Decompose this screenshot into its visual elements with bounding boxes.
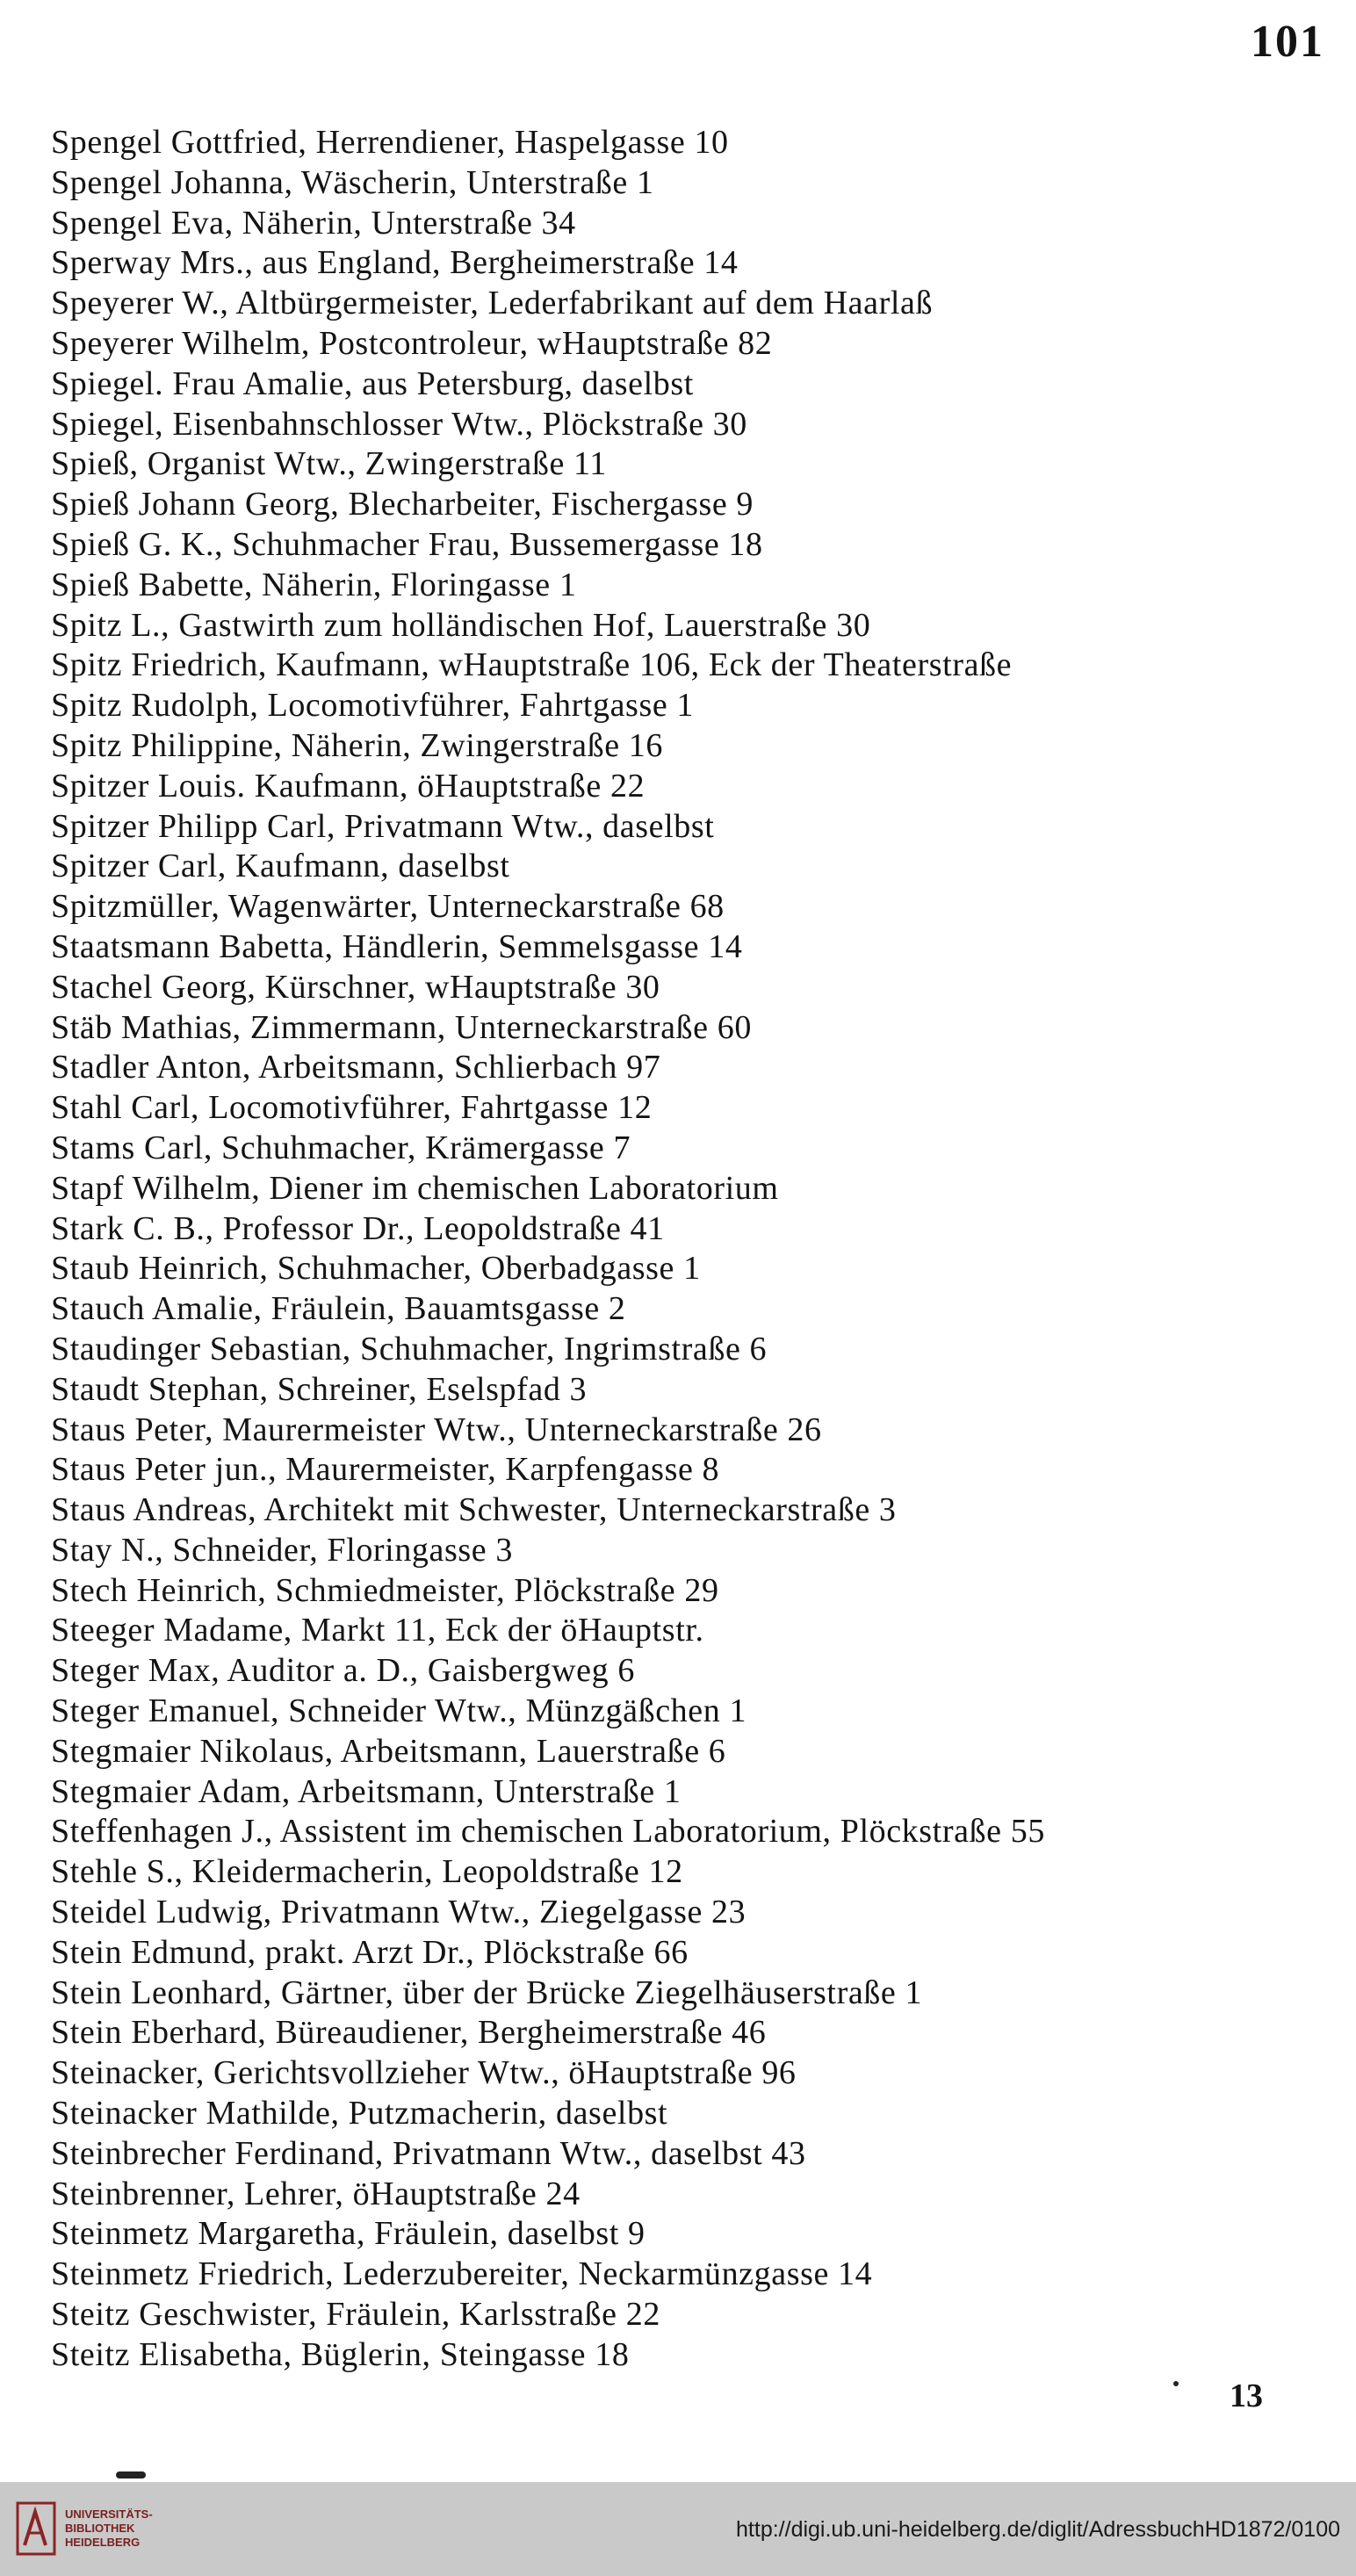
- directory-entry: Steinacker, Gerichtsvollzieher Wtw., öHauptstraße 96: [51, 2054, 797, 2092]
- directory-entry: Steinbrenner, Lehrer, öHauptstraße 24: [51, 2175, 581, 2212]
- directory-entry: Stegmaier Nikolaus, Arbeitsmann, Lauerstraße 6: [51, 1732, 726, 1770]
- directory-entry: Steinbrecher Ferdinand, Privatmann Wtw., daselbst 43: [51, 2134, 806, 2172]
- directory-entry: Steinacker Mathilde, Putzmacherin, daselbst: [51, 2095, 668, 2132]
- library-logo[interactable]: [16, 2501, 153, 2556]
- directory-entry: Spiegel, Eisenbahnschlosser Wtw., Plöckstraße 30: [51, 405, 747, 443]
- directory-entry: Spieß G. K., Schuhmacher Frau, Bussemergasse 18: [51, 525, 763, 563]
- directory-entry: Stadler Anton, Arbeitsmann, Schlierbach 97: [51, 1049, 661, 1086]
- library-name-line: UNIVERSITÄTS-: [65, 2507, 153, 2521]
- print-mark: [116, 2471, 146, 2479]
- library-name-line: BIBLIOTHEK: [65, 2522, 135, 2535]
- directory-entry: Steinmetz Friedrich, Lederzubereiter, Neckarmünzgasse 14: [51, 2255, 873, 2293]
- directory-entry: Stark C. B., Professor Dr., Leopoldstraße 41: [51, 1209, 665, 1247]
- directory-entry: Stams Carl, Schuhmacher, Krämergasse 7: [51, 1129, 631, 1166]
- directory-entry: Stech Heinrich, Schmiedmeister, Plöckstraße 29: [51, 1571, 719, 1609]
- directory-entry: Staatsmann Babetta, Händlerin, Semmelsgasse 14: [51, 927, 743, 965]
- directory-entry: Stehle S., Kleidermacherin, Leopoldstraße 12: [51, 1853, 683, 1891]
- directory-entry: Spengel Gottfried, Herrendiener, Haspelgasse 10: [51, 124, 729, 161]
- directory-entry: Stegmaier Adam, Arbeitsmann, Unterstraße 1: [51, 1772, 682, 1810]
- directory-entry: Stein Leonhard, Gärtner, über der Brücke Ziegelhäuserstraße 1: [51, 1973, 923, 2011]
- directory-entry: Spitzer Philipp Carl, Privatmann Wtw., daselbst: [51, 807, 715, 845]
- sheet-number: 13: [1230, 2378, 1263, 2414]
- directory-entry: Spitzmüller, Wagenwärter, Unterneckarstraße 68: [51, 888, 725, 926]
- directory-entry: Staub Heinrich, Schuhmacher, Oberbadgasse 1: [51, 1250, 701, 1288]
- directory-entry: Stauch Amalie, Fräulein, Bauamtsgasse 2: [51, 1290, 626, 1328]
- directory-entry: Steitz Geschwister, Fräulein, Karlsstraße 22: [51, 2296, 660, 2334]
- directory-entry: Staudt Stephan, Schreiner, Eselspfad 3: [51, 1370, 588, 1408]
- library-seal-icon: [16, 2501, 56, 2556]
- directory-entry: Speyerer W., Altbürgermeister, Lederfabrikant auf dem Haarlaß: [51, 285, 934, 322]
- directory-entry: Spengel Eva, Näherin, Unterstraße 34: [51, 204, 576, 242]
- directory-entry: Staus Andreas, Architekt mit Schwester, Unterneckarstraße 3: [51, 1491, 897, 1529]
- directory-entry: Staus Peter jun., Maurermeister, Karpfengasse 8: [51, 1451, 720, 1489]
- directory-entries: [51, 123, 1316, 2376]
- directory-entry: Stein Eberhard, Büreaudiener, Bergheimerstraße 46: [51, 2014, 767, 2052]
- viewer-footer: [0, 2482, 1356, 2576]
- directory-entry: Staudinger Sebastian, Schuhmacher, Ingrimstraße 6: [51, 1330, 768, 1367]
- directory-entry: Stay N., Schneider, Floringasse 3: [51, 1531, 513, 1569]
- directory-entry: Spitz Philippine, Näherin, Zwingerstraße 16: [51, 726, 663, 764]
- library-name: [65, 2507, 153, 2550]
- directory-entry: Spieß Johann Georg, Blecharbeiter, Fischergasse 9: [51, 486, 754, 523]
- directory-entry: Stahl Carl, Locomotivführer, Fahrtgasse 12: [51, 1089, 653, 1127]
- directory-entry: Stachel Georg, Kürschner, wHauptstraße 30: [51, 968, 660, 1006]
- directory-entry: Steinmetz Margaretha, Fräulein, daselbst 9: [51, 2215, 646, 2253]
- directory-entry: Steitz Elisabetha, Büglerin, Steingasse 18: [51, 2335, 630, 2373]
- directory-entry: Spieß, Organist Wtw., Zwingerstraße 11: [51, 445, 607, 483]
- directory-entry: Spitzer Louis. Kaufmann, öHauptstraße 22: [51, 767, 646, 805]
- directory-entry: Spitz Friedrich, Kaufmann, wHauptstraße 106, Eck der Theaterstraße: [51, 646, 1013, 684]
- directory-entry: Speyerer Wilhelm, Postcontroleur, wHauptstraße 82: [51, 324, 773, 362]
- directory-entry: Steeger Madame, Markt 11, Eck der öHauptstr.: [51, 1612, 704, 1649]
- page-number: 101: [1251, 17, 1324, 67]
- print-speck: [1173, 2381, 1179, 2386]
- directory-entry: Spitz L., Gastwirth zum holländischen Hof, Lauerstraße 30: [51, 606, 871, 644]
- directory-entry: Stapf Wilhelm, Diener im chemischen Laboratorium: [51, 1169, 779, 1207]
- permalink-url[interactable]: http://digi.ub.uni-heidelberg.de/diglit/AdressbuchHD1872/0100: [736, 2517, 1340, 2542]
- directory-entry: Spiegel. Frau Amalie, aus Petersburg, daselbst: [51, 364, 694, 402]
- directory-entry: Sperway Mrs., aus England, Bergheimerstraße 14: [51, 244, 739, 282]
- directory-entry: Steidel Ludwig, Privatmann Wtw., Ziegelgasse 23: [51, 1894, 747, 1931]
- directory-entry: Steffenhagen J., Assistent im chemischen Laboratorium, Plöckstraße 55: [51, 1813, 1045, 1851]
- directory-entry: Spieß Babette, Näherin, Floringasse 1: [51, 566, 577, 603]
- directory-entry: Spitzer Carl, Kaufmann, daselbst: [51, 848, 510, 885]
- directory-entry: Spitz Rudolph, Locomotivführer, Fahrtgasse 1: [51, 687, 694, 725]
- directory-entry: Steger Emanuel, Schneider Wtw., Münzgäßchen 1: [51, 1692, 747, 1730]
- directory-entry: Stäb Mathias, Zimmermann, Unterneckarstraße 60: [51, 1008, 752, 1046]
- directory-entry: Stein Edmund, prakt. Arzt Dr., Plöckstraße 66: [51, 1933, 689, 1971]
- directory-entry: Steger Max, Auditor a. D., Gaisbergweg 6: [51, 1652, 635, 1690]
- directory-entry: Spengel Johanna, Wäscherin, Unterstraße 1: [51, 163, 654, 201]
- directory-entry: Staus Peter, Maurermeister Wtw., Unterneckarstraße 26: [51, 1411, 822, 1448]
- library-name-line: HEIDELBERG: [65, 2536, 141, 2549]
